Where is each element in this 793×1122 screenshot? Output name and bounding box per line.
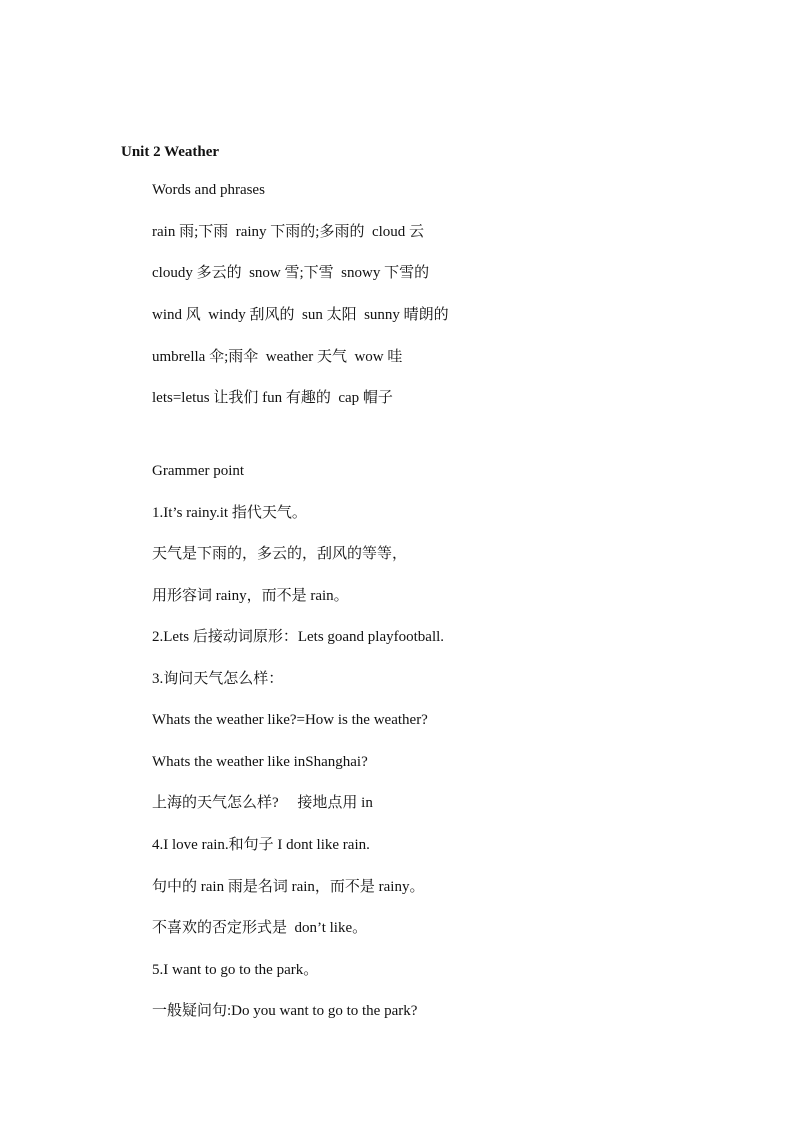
vocab-line: rain 雨;下雨 rainy 下雨的;多雨的 cloud 云 [152, 224, 425, 240]
grammar-line: 2.Lets 后接动词原形：Lets goand playfootball. [152, 629, 445, 645]
grammar-line: 天气是下雨的，多云的，刮风的等等， [152, 546, 408, 562]
grammar-line: Whats the weather like?=How is the weather? [152, 712, 428, 728]
vocab-line: umbrella 伞;雨伞 weather 天气 wow 哇 [152, 349, 403, 365]
unit-title: Unit 2 Weather [121, 144, 220, 160]
grammar-line: 句中的 rain 雨是名词 rain，而不是 rainy。 [152, 879, 425, 895]
grammar-line: 不喜欢的否定形式是 don’t like。 [152, 920, 368, 936]
vocab-line: cloudy 多云的 snow 雪;下雪 snowy 下雪的 [152, 265, 430, 281]
grammar-line: 一般疑问句:Do you want to go to the park? [152, 1003, 418, 1019]
vocab-line: lets=letus 让我们 fun 有趣的 cap 帽子 [152, 390, 393, 406]
grammar-line: 5.I want to go to the park。 [152, 962, 319, 978]
grammar-line: 用形容词 rainy，而不是 rain。 [152, 588, 349, 604]
grammar-line: 上海的天气怎么样? 接地点用 in [152, 795, 373, 811]
grammar-line: Whats the weather like inShanghai? [152, 754, 368, 770]
grammar-line: 1.It’s rainy.it 指代天气。 [152, 505, 307, 521]
grammar-line: 4.I love rain.和句子 I dont like rain. [152, 837, 370, 853]
vocab-line: wind 风 windy 刮风的 sun 太阳 sunny 晴朗的 [152, 307, 449, 323]
grammar-heading: Grammer point [152, 463, 245, 479]
words-heading: Words and phrases [152, 182, 265, 198]
grammar-line: 3.询问天气怎么样： [152, 671, 284, 687]
